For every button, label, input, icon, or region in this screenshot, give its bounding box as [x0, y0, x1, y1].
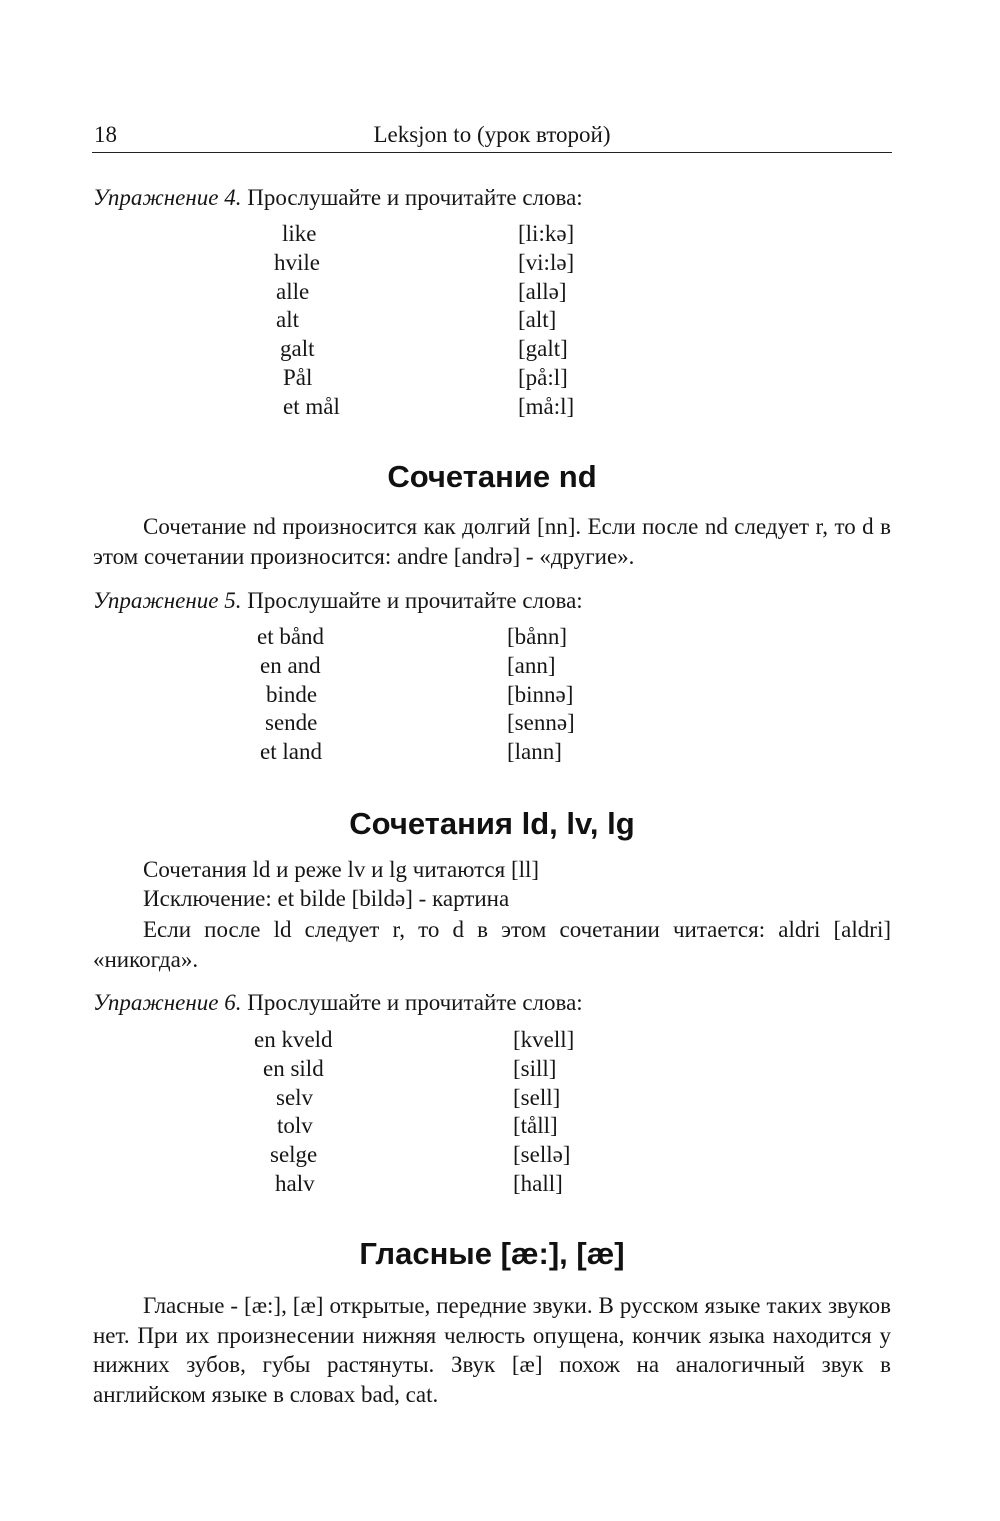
transcription: [binnə] [507, 681, 574, 707]
transcription: [må:l] [518, 393, 575, 419]
transcription: [sennə] [507, 710, 575, 736]
word-row [0, 306, 1000, 335]
word-row [0, 1112, 1000, 1141]
section-heading-ld-lv-lg: Сочетания ld, lv, lg [349, 806, 635, 841]
transcription: [sell] [513, 1084, 561, 1110]
word: et land [260, 739, 322, 765]
section-heading-nd: Сочетание nd [387, 459, 597, 494]
section-ld-line-2: Исключение: et bilde [bildə] - картина [143, 886, 510, 911]
transcription: [hall] [513, 1170, 563, 1196]
section-ld-line-1: Сочетания ld и реже lv и lg читаются [ll] [143, 857, 540, 882]
word-row [0, 1170, 1000, 1199]
transcription: [på:l] [518, 364, 568, 390]
transcription: [allə] [518, 278, 567, 304]
transcription: [lann] [507, 739, 562, 765]
word: alle [276, 278, 310, 304]
word-row [0, 249, 1000, 278]
word-row [0, 681, 1000, 710]
word-row [0, 364, 1000, 393]
word-row [0, 335, 1000, 364]
transcription: [bånn] [507, 624, 568, 649]
exercise-label: Упражнение 4. [93, 185, 242, 210]
word: sende [265, 710, 318, 736]
exercise-6-word-list [0, 1026, 1000, 1199]
transcription: [tåll] [513, 1113, 558, 1139]
page-header [92, 120, 892, 153]
section-nd-text: Сочетание nd произносится как долгий [nn]. Если после nd следует r, то d в этом сочетании произносится: andre [andrə] - «другие». [93, 514, 891, 569]
word-row [0, 1141, 1000, 1170]
word-row [0, 278, 1000, 307]
word-row [0, 623, 1000, 652]
exercise-5-word-list [0, 623, 1000, 767]
word: binde [266, 681, 318, 707]
word-row [0, 1084, 1000, 1113]
running-title: Leksjon to (урок второй) [373, 122, 611, 147]
exercise-instruction: Прослушайте и прочитайте слова: [247, 185, 583, 210]
word-row [0, 652, 1000, 681]
transcription: [sill] [513, 1055, 557, 1081]
exercise-instruction: Прослушайте и прочитайте слова: [247, 990, 583, 1015]
word: et bånd [257, 624, 325, 649]
word-row [0, 709, 1000, 738]
transcription: [kvell] [513, 1027, 575, 1052]
word-row [0, 220, 1000, 249]
exercise-4-word-list [0, 220, 1000, 422]
exercise-5-instruction [93, 588, 583, 614]
section-vowels-text: Гласные - [æ:], [æ] открытые, передние звуки. В русском языке таких звуков нет. При их произнесении нижняя челюсть опущена, кончик языка находится у нижних зубов, губы растянуты. Звук [æ] похож на аналогичный звук в английском языке в словах bad, cat. [93, 1293, 891, 1407]
word: en kveld [254, 1027, 333, 1052]
exercise-4-instruction [93, 185, 583, 211]
word-row [0, 738, 1000, 767]
word: et mål [283, 393, 340, 419]
word: like [282, 221, 317, 246]
word-row [0, 1055, 1000, 1084]
transcription: [galt] [518, 336, 568, 362]
page-number: 18 [94, 122, 117, 147]
word-row [0, 1026, 1000, 1055]
exercise-label: Упражнение 5. [93, 588, 242, 613]
word: tolv [277, 1113, 313, 1139]
word: alt [276, 307, 299, 333]
word: selge [270, 1142, 318, 1168]
exercise-instruction: Прослушайте и прочитайте слова: [247, 588, 583, 613]
transcription: [vi:lə] [518, 249, 575, 275]
word: Pål [283, 364, 313, 390]
word: en sild [263, 1055, 324, 1081]
word: en and [260, 652, 321, 678]
word: selv [276, 1084, 314, 1110]
word: galt [280, 336, 315, 362]
word: halv [275, 1170, 315, 1196]
transcription: [ann] [507, 652, 556, 678]
section-ld-text: Если после ld следует r, то d в этом сочетании читается: aldri [aldri] «никогда». [93, 917, 891, 972]
exercise-6-instruction [93, 990, 583, 1016]
word: hvile [274, 249, 320, 275]
transcription: [alt] [518, 307, 557, 333]
word-row [0, 393, 1000, 422]
transcription: [sellə] [513, 1142, 571, 1168]
transcription: [li:kə] [518, 221, 575, 246]
exercise-label: Упражнение 6. [93, 990, 242, 1015]
section-heading-vowels: Гласные [æ:], [æ] [359, 1236, 625, 1271]
